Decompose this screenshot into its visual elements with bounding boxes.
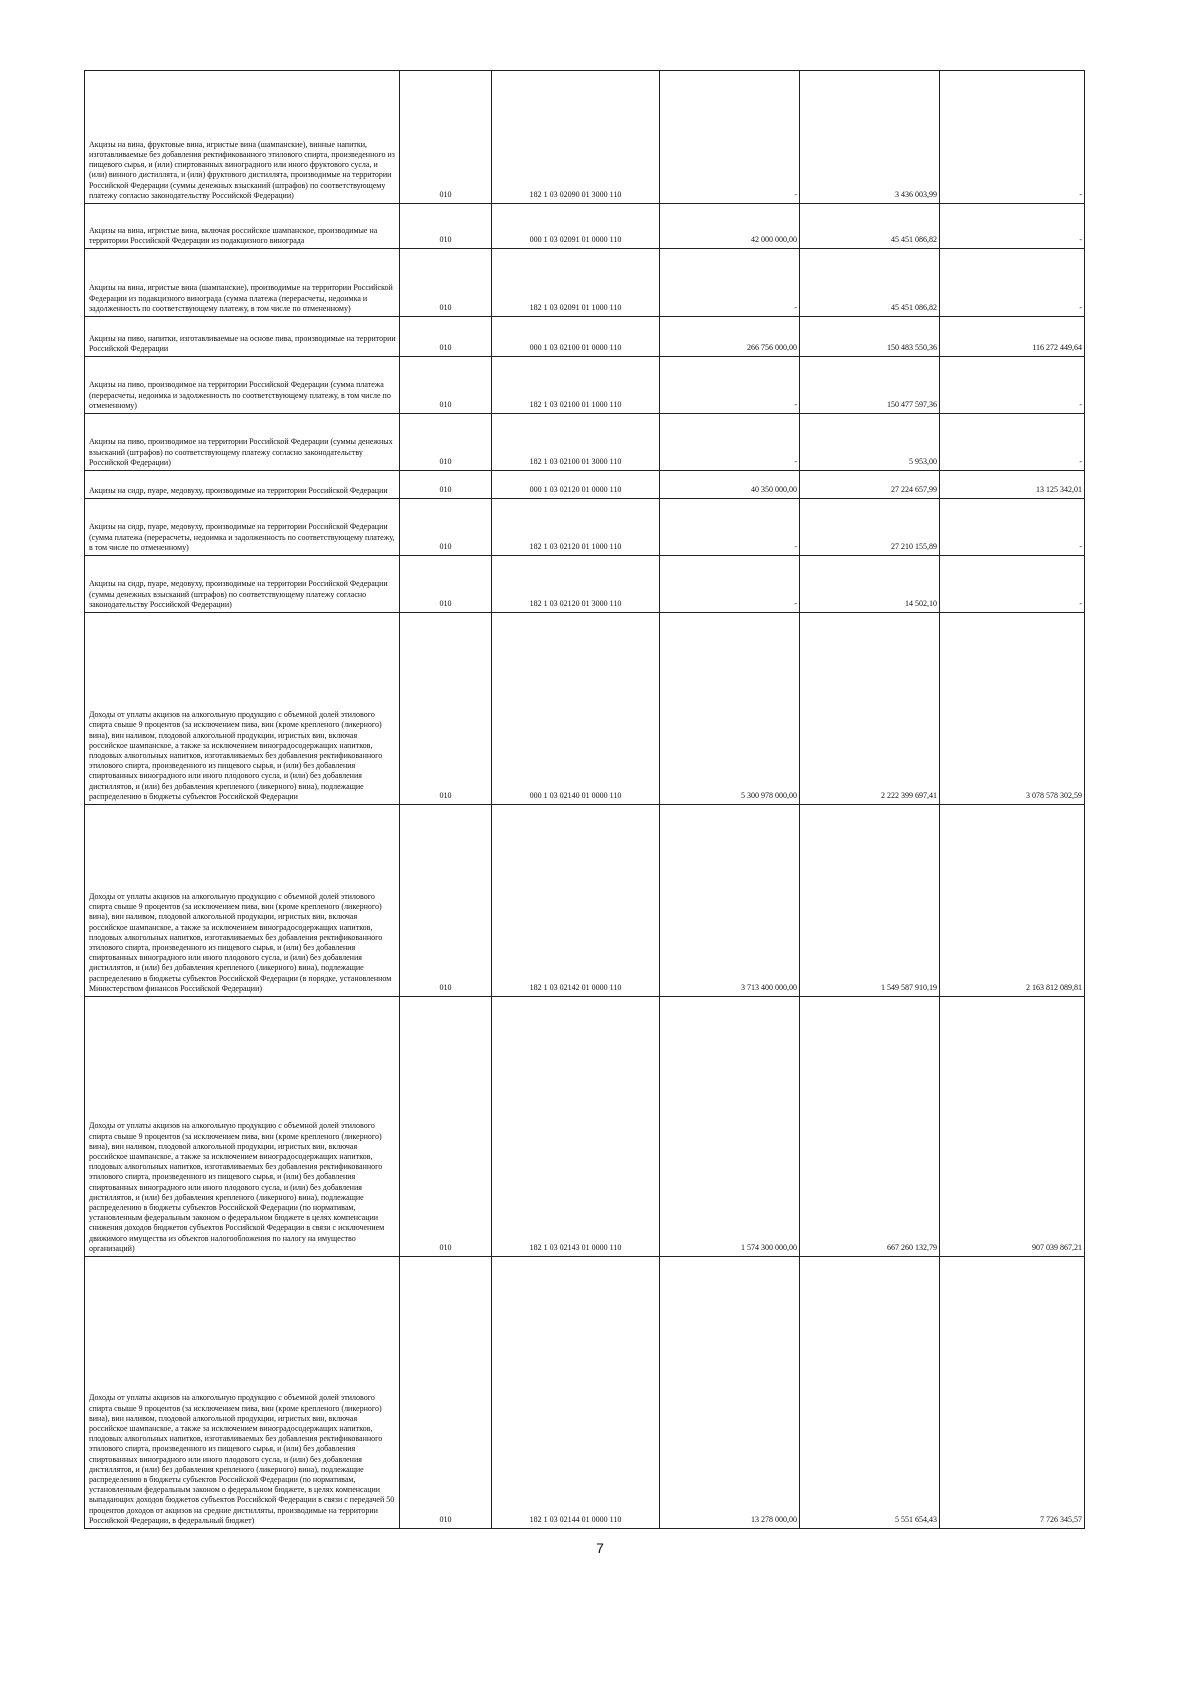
row-line-code-cell: 010	[400, 613, 492, 805]
row-executed-amount-cell: 5 953,00	[800, 414, 940, 471]
row-name-cell: Акцизы на пиво, напитки, изготавливаемые на основе пива, производимые на территории Российской Федерации	[85, 317, 400, 357]
row-executed-amount-cell: 3 436 003,99	[800, 71, 940, 204]
row-name-cell: Акцизы на вина, игристые вина (шампанские), производимые на территории Российской Федерации из подакцизного винограда (сумма платежа (перерасчеты, недоимка и задолженность по соответствующему платежу, в том числе по отмененному)	[85, 249, 400, 317]
row-approved-amount-cell: -	[660, 414, 800, 471]
row-approved-amount-cell: 42 000 000,00	[660, 204, 800, 249]
row-executed-amount-cell: 1 549 587 910,19	[800, 805, 940, 997]
row-budget-code-cell: 182 1 03 02143 01 0000 110	[492, 997, 660, 1257]
row-line-code-cell: 010	[400, 499, 492, 556]
table-row	[85, 249, 1085, 317]
table-row	[85, 613, 1085, 805]
row-approved-amount-cell: 3 713 400 000,00	[660, 805, 800, 997]
row-line-code-cell: 010	[400, 71, 492, 204]
row-budget-code-cell: 182 1 03 02120 01 1000 110	[492, 499, 660, 556]
row-name-cell: Акцизы на сидр, пуаре, медовуху, производимые на территории Российской Федерации	[85, 471, 400, 499]
row-budget-code-cell: 182 1 03 02120 01 3000 110	[492, 556, 660, 613]
table-row	[85, 499, 1085, 556]
table-row	[85, 414, 1085, 471]
row-approved-amount-cell: 13 278 000,00	[660, 1257, 800, 1529]
row-budget-code-cell: 182 1 03 02091 01 1000 110	[492, 249, 660, 317]
row-budget-code-cell: 182 1 03 02100 01 3000 110	[492, 414, 660, 471]
row-approved-amount-cell: 266 756 000,00	[660, 317, 800, 357]
row-approved-amount-cell: -	[660, 71, 800, 204]
row-unexecuted-amount-cell: -	[940, 204, 1085, 249]
row-approved-amount-cell: -	[660, 357, 800, 414]
table-row	[85, 204, 1085, 249]
row-executed-amount-cell: 27 224 657,99	[800, 471, 940, 499]
row-unexecuted-amount-cell: 13 125 342,01	[940, 471, 1085, 499]
row-line-code-cell: 010	[400, 249, 492, 317]
row-name-cell: Акцизы на вина, фруктовые вина, игристые вина (шампанские), винные напитки, изготавливаемые без добавления ректификованного этилового спирта, произведенного из пищевого сырья, и (или) спиртованных виноградного или иного фруктового сусла, и (или) винного дистиллята, и (или) фруктового дистиллята, производимые на территории Российской Федерации (суммы денежных взысканий (штрафов) по соответствующему платежу согласно законодательству Российской Федерации)	[85, 71, 400, 204]
budget-table-page	[84, 70, 1085, 1529]
row-approved-amount-cell: 5 300 978 000,00	[660, 613, 800, 805]
row-line-code-cell: 010	[400, 414, 492, 471]
table-row	[85, 471, 1085, 499]
row-approved-amount-cell: 1 574 300 000,00	[660, 997, 800, 1257]
row-executed-amount-cell: 150 483 550,36	[800, 317, 940, 357]
row-approved-amount-cell: -	[660, 249, 800, 317]
row-name-cell: Акцизы на пиво, производимое на территории Российской Федерации (сумма платежа (перерасчеты, недоимка и задолженность по соответствующему платежу, в том числе по отмененному)	[85, 357, 400, 414]
row-executed-amount-cell: 14 502,10	[800, 556, 940, 613]
row-unexecuted-amount-cell: 2 163 812 089,81	[940, 805, 1085, 997]
row-name-cell: Акцизы на сидр, пуаре, медовуху, производимые на территории Российской Федерации (суммы денежных взысканий (штрафов) по соответствующему платежу согласно законодательству Российской Федерации)	[85, 556, 400, 613]
row-name-cell: Акцизы на сидр, пуаре, медовуху, производимые на территории Российской Федерации (сумма платежа (перерасчеты, недоимка и задолженность по соответствующему платежу, в том числе по отмененному)	[85, 499, 400, 556]
row-unexecuted-amount-cell: 7 726 345,57	[940, 1257, 1085, 1529]
row-executed-amount-cell: 2 222 399 697,41	[800, 613, 940, 805]
row-executed-amount-cell: 27 210 155,89	[800, 499, 940, 556]
row-line-code-cell: 010	[400, 357, 492, 414]
row-budget-code-cell: 000 1 03 02120 01 0000 110	[492, 471, 660, 499]
table-row	[85, 556, 1085, 613]
table-row	[85, 317, 1085, 357]
page-number: 7	[596, 1540, 604, 1556]
row-executed-amount-cell: 5 551 654,43	[800, 1257, 940, 1529]
row-unexecuted-amount-cell: 907 039 867,21	[940, 997, 1085, 1257]
table-row	[85, 71, 1085, 204]
row-unexecuted-amount-cell: -	[940, 249, 1085, 317]
row-line-code-cell: 010	[400, 204, 492, 249]
row-name-cell: Акцизы на вина, игристые вина, включая российское шампанское, производимые на территории Российской Федерации из подакцизного винограда	[85, 204, 400, 249]
row-budget-code-cell: 182 1 03 02144 01 0000 110	[492, 1257, 660, 1529]
row-budget-code-cell: 000 1 03 02100 01 0000 110	[492, 317, 660, 357]
row-budget-code-cell: 182 1 03 02100 01 1000 110	[492, 357, 660, 414]
row-approved-amount-cell: -	[660, 499, 800, 556]
table-row	[85, 997, 1085, 1257]
row-name-cell: Акцизы на пиво, производимое на территории Российской Федерации (суммы денежных взысканий (штрафов) по соответствующему платежу согласно законодательству Российской Федерации)	[85, 414, 400, 471]
row-unexecuted-amount-cell: -	[940, 556, 1085, 613]
row-executed-amount-cell: 667 260 132,79	[800, 997, 940, 1257]
row-approved-amount-cell: 40 350 000,00	[660, 471, 800, 499]
row-unexecuted-amount-cell: 116 272 449,64	[940, 317, 1085, 357]
row-line-code-cell: 010	[400, 317, 492, 357]
row-name-cell: Доходы от уплаты акцизов на алкогольную продукцию с объемной долей этилового спирта свыше 9 процентов (за исключением пива, вин (кроме крепленого (ликерного) вина), вин наливом, плодовой алкогольной продукции, игристых вин, включая российское шампанское, а также за исключением виноградосодержащих напитков, плодовых алкогольных напитков, изготавливаемых без добавления ректификованного этилового спирта, произведенного из пищевого сырья, и (или) без добавления спиртованных виноградного или иного плодового сусла, и (или) без добавления дистиллятов, и (или) без добавления крепленого (ликерного) вина), подлежащие распределению в бюджеты субъектов Российской Федерации (по нормативам, установленным федеральным законом о федеральном бюджете в целях компенсации снижения доходов бюджетов субъектов Российской Федерации в связи с исключением движимого имущества из объектов налогообложения по налогу на имущество организаций)	[85, 997, 400, 1257]
row-unexecuted-amount-cell: -	[940, 499, 1085, 556]
row-line-code-cell: 010	[400, 997, 492, 1257]
row-name-cell: Доходы от уплаты акцизов на алкогольную продукцию с объемной долей этилового спирта свыше 9 процентов (за исключением пива, вин (кроме крепленого (ликерного) вина), вин наливом, плодовой алкогольной продукции, игристых вин, включая российское шампанское, а также за исключением виноградосодержащих напитков, плодовых алкогольных напитков, изготавливаемых без добавления ректификованного этилового спирта, произведенного из пищевого сырья, и (или) без добавления спиртованных виноградного или иного плодового сусла, и (или) без добавления дистиллятов, и (или) без добавления крепленого (ликерного) вина), подлежащие распределению в бюджеты субъектов Российской Федерации (по нормативам, установленным федеральным законом о федеральном бюджете, в целях компенсации выпадающих доходов бюджетов субъектов Российской Федерации в связи с передачей 50 процентов доходов от акцизов на средние дистилляты, производимые на территории Российской Федерации, в федеральный бюджет)	[85, 1257, 400, 1529]
row-budget-code-cell: 182 1 03 02090 01 3000 110	[492, 71, 660, 204]
row-budget-code-cell: 000 1 03 02140 01 0000 110	[492, 613, 660, 805]
row-unexecuted-amount-cell: -	[940, 357, 1085, 414]
row-executed-amount-cell: 45 451 086,82	[800, 204, 940, 249]
row-unexecuted-amount-cell: 3 078 578 302,59	[940, 613, 1085, 805]
row-budget-code-cell: 182 1 03 02142 01 0000 110	[492, 805, 660, 997]
row-line-code-cell: 010	[400, 556, 492, 613]
row-name-cell: Доходы от уплаты акцизов на алкогольную продукцию с объемной долей этилового спирта свыше 9 процентов (за исключением пива, вин (кроме крепленого (ликерного) вина), вин наливом, плодовой алкогольной продукции, игристых вин, включая российское шампанское, а также за исключением виноградосодержащих напитков, плодовых алкогольных напитков, изготавливаемых без добавления ректификованного этилового спирта, произведенного из пищевого сырья, и (или) без добавления спиртованных виноградного или иного плодового сусла, и (или) без добавления дистиллятов, и (или) без добавления крепленого (ликерного) вина), подлежащие распределению в бюджеты субъектов Российской Федерации (в порядке, установленном Министерством финансов Российской Федерации)	[85, 805, 400, 997]
row-executed-amount-cell: 150 477 597,36	[800, 357, 940, 414]
row-name-cell: Доходы от уплаты акцизов на алкогольную продукцию с объемной долей этилового спирта свыше 9 процентов (за исключением пива, вин (кроме крепленого (ликерного) вина), вин наливом, плодовой алкогольной продукции, игристых вин, включая российское шампанское, а также за исключением виноградосодержащих напитков, плодовых алкогольных напитков, изготавливаемых без добавления ректификованного этилового спирта, произведенного из пищевого сырья, и (или) без добавления спиртованных виноградного или иного плодового сусла, и (или) без добавления дистиллятов, и (или) без добавления крепленого (ликерного) вина), подлежащие распределению в бюджеты субъектов Российской Федерации	[85, 613, 400, 805]
table-row	[85, 805, 1085, 997]
row-unexecuted-amount-cell: -	[940, 71, 1085, 204]
table-row	[85, 1257, 1085, 1529]
row-executed-amount-cell: 45 451 086,82	[800, 249, 940, 317]
row-unexecuted-amount-cell: -	[940, 414, 1085, 471]
row-line-code-cell: 010	[400, 1257, 492, 1529]
row-line-code-cell: 010	[400, 471, 492, 499]
table-row	[85, 357, 1085, 414]
row-line-code-cell: 010	[400, 805, 492, 997]
row-budget-code-cell: 000 1 03 02091 01 0000 110	[492, 204, 660, 249]
budget-execution-table	[84, 70, 1085, 1529]
row-approved-amount-cell: -	[660, 556, 800, 613]
